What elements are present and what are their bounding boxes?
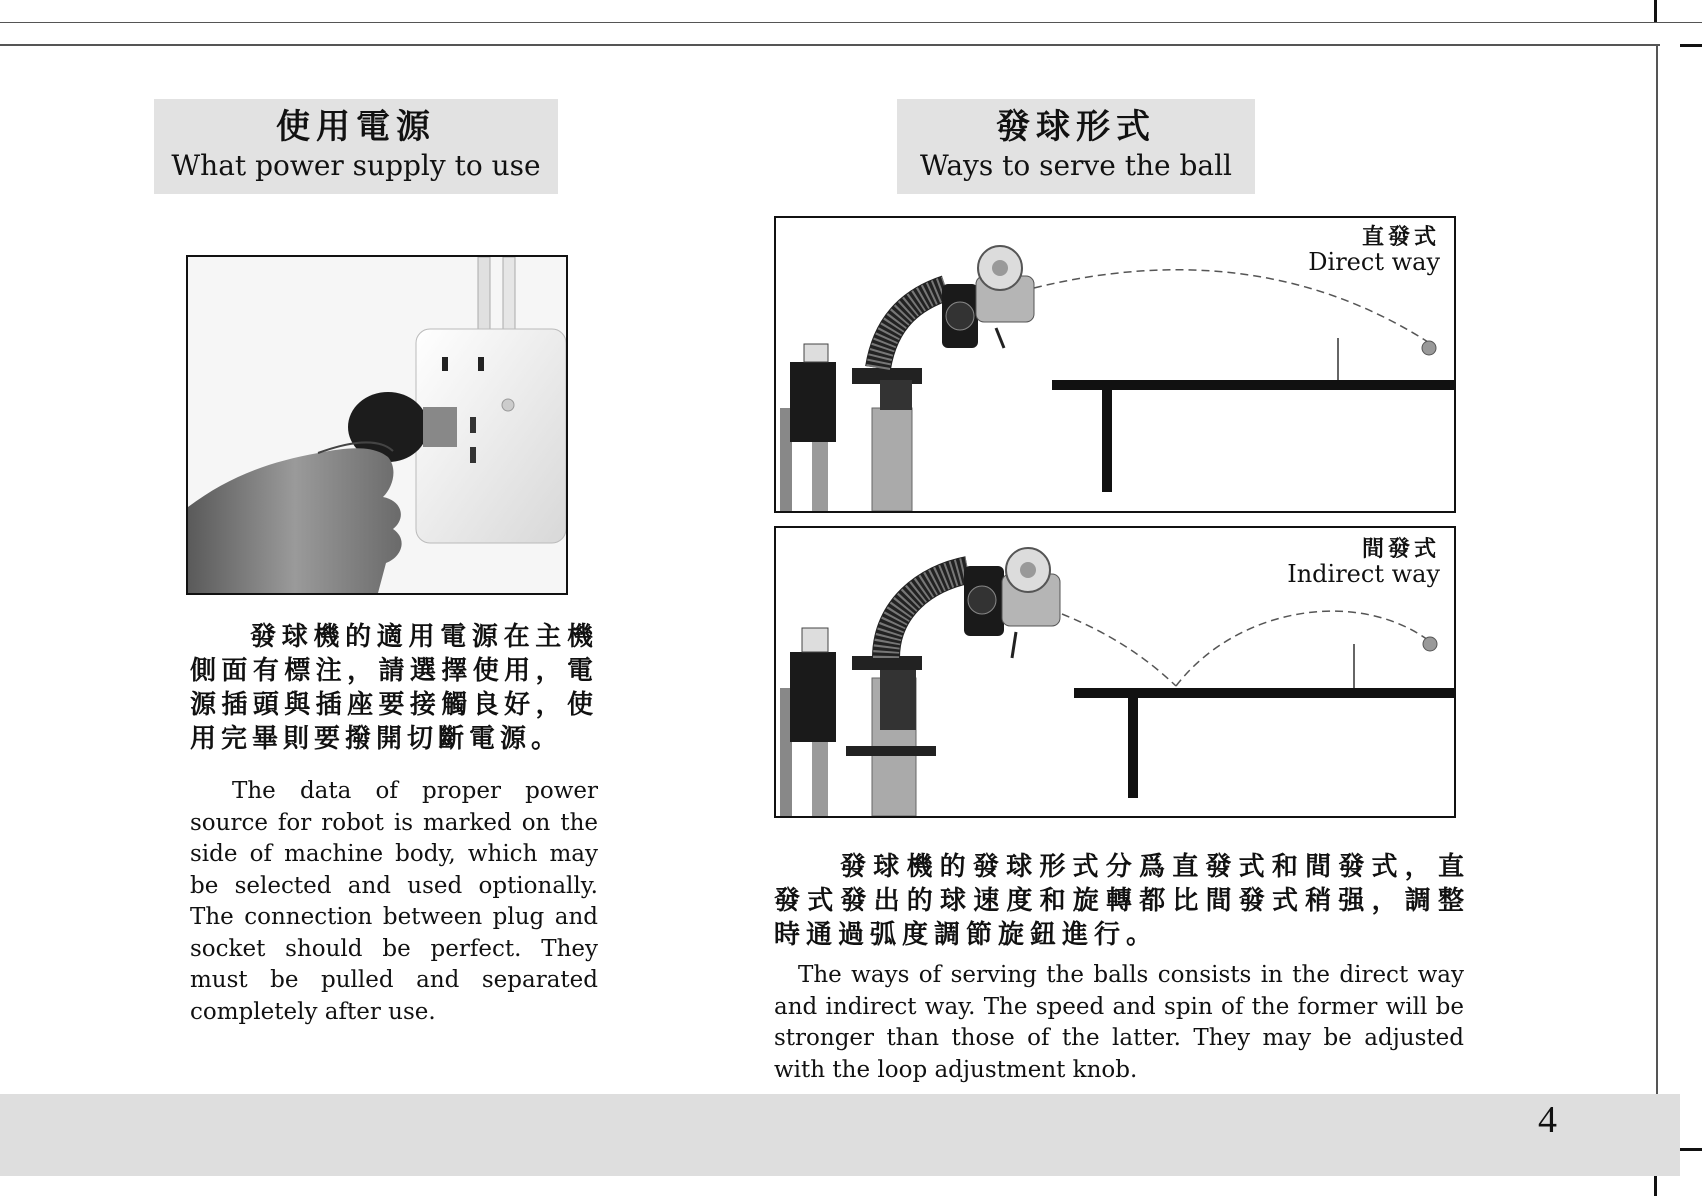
top-rule	[0, 22, 1702, 23]
indirect-way-label-zh: 間發式	[1361, 537, 1440, 562]
indirect-way-label-en: Indirect way	[1287, 560, 1440, 588]
power-paragraph-en: The data of proper power source for robot is marked on the side of machine body, which may be selected and used optionally. The connection between plug and socket should be perfect. They must be pulled and separated completely after use.	[190, 778, 598, 1025]
page-right-border	[1656, 44, 1658, 1094]
power-heading-zh: 使用電源	[276, 107, 436, 147]
power-supply-heading	[154, 99, 558, 194]
page-number: 4	[1538, 1099, 1557, 1141]
crop-mark-bottom-h	[1680, 1148, 1702, 1151]
serve-heading-zh: 發球形式	[996, 107, 1156, 147]
page-top-border	[0, 44, 1660, 46]
serve-heading-en: Ways to serve the ball	[919, 149, 1233, 182]
direct-way-label-en: Direct way	[1308, 248, 1440, 276]
power-heading-en: What power supply to use	[171, 149, 541, 182]
serve-paragraph-zh: 發球機的發球形式分爲直發式和間發式，直發式發出的球速度和旋轉都比間發式稍强，調整時通過弧度調節旋鈕進行。	[774, 852, 1470, 950]
serve-ways-heading	[897, 99, 1255, 194]
crop-mark-top-v	[1654, 0, 1657, 22]
power-paragraph-zh: 發球機的適用電源在主機側面有標注，請選擇使用，電源插頭與插座要接觸良好，使用完畢則要撥開切斷電源。	[190, 622, 598, 754]
direct-way-label-zh: 直發式	[1361, 225, 1440, 250]
plug-socket-photo	[186, 255, 568, 595]
serve-paragraph-en: The ways of serving the balls consists in the direct way and indirect way. The speed and spin of the former will be stronger than those of the latter. They may be adjusted with the loop adjustment knob.	[774, 962, 1464, 1083]
crop-mark-top-h	[1680, 44, 1702, 47]
footer-band	[0, 1094, 1680, 1176]
